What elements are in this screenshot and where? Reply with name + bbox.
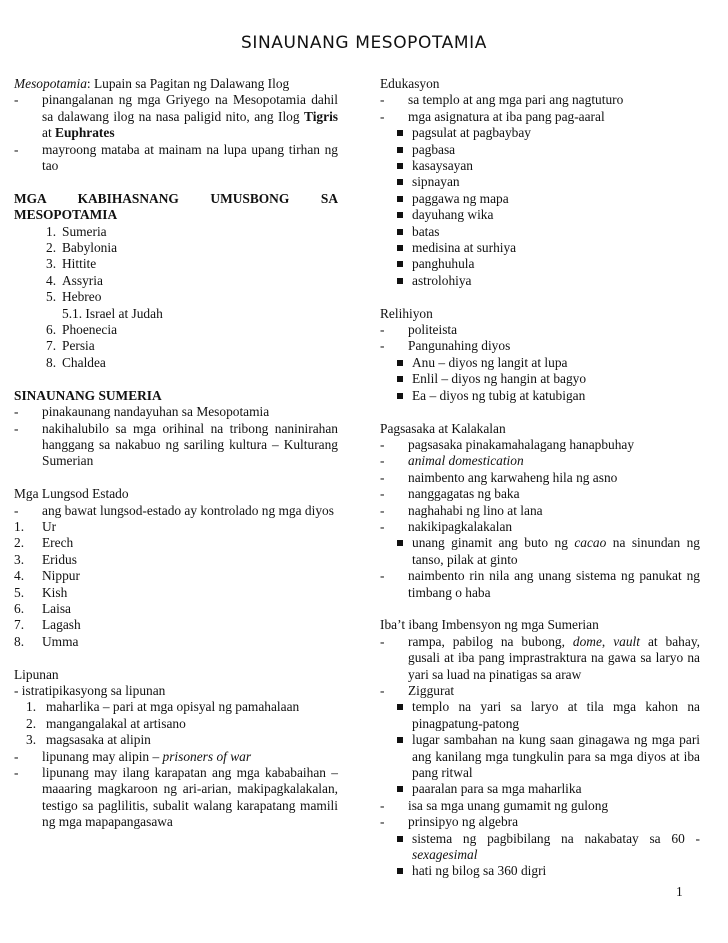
mesopotamia-meaning: : Lupain sa Pagitan ng Dalawang Ilog bbox=[86, 76, 290, 91]
connector-text: at bbox=[42, 125, 56, 141]
list-item: - sa templo at ang mga pari ang nagtuturo bbox=[380, 92, 700, 108]
list-subitem: hati ng bilog sa 360 digri bbox=[380, 863, 700, 879]
bullet-italic: cacao bbox=[574, 535, 607, 551]
item-text: Eridus bbox=[42, 551, 77, 567]
bullet-text: rampa, pabilog na bubong, bbox=[408, 633, 573, 649]
mesopotamia-definition bbox=[14, 76, 338, 92]
bullet-italic: dome bbox=[572, 633, 602, 649]
list-item: - mga asignatura at iba pang pag-aaral bbox=[380, 109, 700, 125]
bullet-italic: prisoners of war bbox=[162, 748, 252, 764]
section-heading-sumeria: SINAUNANG SUMERIA bbox=[14, 387, 162, 403]
diyos-list bbox=[380, 355, 700, 404]
square-bullet-item: panghuhula bbox=[380, 256, 700, 272]
kabihasnan-list-cont bbox=[14, 322, 338, 371]
list-item: - politeista bbox=[380, 322, 700, 338]
list-item bbox=[14, 256, 338, 272]
bullet-italic: sexagesimal bbox=[412, 847, 478, 863]
list-item: - nakikipagkalakalan bbox=[380, 519, 700, 535]
item-text: Persia bbox=[62, 338, 95, 354]
bullet-text: pinangalanan ng mga Griyego na Mesopotamia dahil sa dalawang ilog na nasa paligid nito, ang Ilog bbox=[42, 92, 338, 124]
square-bullet-item: medisina at surhiya bbox=[380, 240, 700, 256]
item-number: 5. bbox=[46, 289, 57, 305]
item-text: Assyria bbox=[62, 272, 103, 288]
list-item: - animal domestication bbox=[380, 453, 700, 469]
list-item bbox=[14, 355, 338, 371]
list-item bbox=[14, 716, 338, 732]
item-text: Ur bbox=[42, 518, 57, 534]
list-item: - ang bawat lungsod-estado ay kontrolado ng mga diyos bbox=[14, 503, 338, 519]
item-number: 7. bbox=[46, 338, 57, 354]
item-text: Umma bbox=[42, 633, 79, 649]
item-number: 3. bbox=[26, 732, 37, 748]
section-heading-edukasyon: Edukasyon bbox=[380, 76, 440, 91]
item-text: Erech bbox=[42, 535, 74, 551]
item-text: Chaldea bbox=[62, 354, 106, 370]
item-number: 1. bbox=[26, 699, 37, 715]
list-item bbox=[14, 552, 338, 568]
list-item: - lipunang may ilang karapatan ang mga kababaihan – maaaring magkaroon ng ari-arian, makipagkalakalan, testigo sa paglilitis, subalit walang karapatang mamili ng mga mapapangasawa bbox=[14, 765, 338, 831]
list-subitem: lugar sambahan na kung saan ginagawa ng mga pari ang kanilang mga tungkulin para sa mga diyos at iba pang ritwal bbox=[380, 732, 700, 781]
bullet-text: na sinundan ng tanso, pilak at ginto bbox=[412, 535, 700, 567]
square-bullet-item: paggawa ng mapa bbox=[380, 191, 700, 207]
item-number: 1. bbox=[46, 223, 57, 239]
item-number: 6. bbox=[14, 600, 25, 616]
bullet-text: , bbox=[601, 633, 614, 649]
item-text: Babylonia bbox=[62, 240, 118, 256]
section-heading-imbensyon: Iba’t ibang Imbensyon ng mga Sumerian bbox=[380, 617, 599, 633]
list-item: - isa sa mga unang gumamit ng gulong bbox=[380, 798, 700, 814]
list-item bbox=[14, 322, 338, 338]
list-item: - mayroong mataba at mainam na lupa upang tirhan ng tao bbox=[14, 142, 338, 175]
list-item bbox=[14, 224, 338, 240]
item-number: 3. bbox=[46, 256, 57, 272]
list-item: - pinakaunang nandayuhan sa Mesopotamia bbox=[14, 404, 338, 420]
item-number: 8. bbox=[14, 633, 25, 649]
list-item bbox=[14, 240, 338, 256]
square-bullet-item: pagsulat at pagbaybay bbox=[380, 125, 700, 141]
square-bullet-item: Anu – diyos ng langit at lupa bbox=[380, 355, 700, 371]
bullet-text: unang ginamit ang buto ng bbox=[412, 535, 575, 551]
item-text: Lagash bbox=[42, 617, 81, 633]
list-item bbox=[380, 634, 700, 683]
section-heading-relihiyon: Relihiyon bbox=[380, 305, 433, 321]
list-item bbox=[14, 749, 338, 765]
section-heading-lungsod: Mga Lungsod Estado bbox=[14, 486, 129, 502]
item-number: 7. bbox=[14, 617, 25, 633]
section-heading-pagsasaka: Pagsasaka at Kalakalan bbox=[380, 420, 506, 436]
bullet-text: at bahay, gusali at iba pang imprastraktura na gawa sa laryo na yari sa luad na pinatigas sa araw bbox=[408, 633, 700, 682]
list-item: - naimbento rin nila ang unang sistema ng panukat ng timbang o haba bbox=[380, 568, 700, 601]
item-number: 4. bbox=[14, 568, 25, 584]
square-bullet-item: dayuhang wika bbox=[380, 207, 700, 223]
item-text: maharlika – pari at mga opisyal ng pamahalaan bbox=[46, 699, 300, 715]
lungsod-list bbox=[14, 519, 338, 650]
item-number: 8. bbox=[46, 354, 57, 370]
list-subitem: paaralan para sa mga maharlika bbox=[380, 781, 700, 797]
list-item: - prinsipyo ng algebra bbox=[380, 814, 700, 830]
section-heading-kabihasnan: MGA KABIHASNANG UMUSBONG SA bbox=[14, 190, 338, 206]
lipunan-list bbox=[14, 699, 338, 748]
square-bullet-item: Enlil – diyos ng hangin at bagyo bbox=[380, 371, 700, 387]
square-bullet-item: Ea – diyos ng tubig at katubigan bbox=[380, 388, 700, 404]
item-text: Sumeria bbox=[62, 223, 107, 239]
section-heading-lipunan: Lipunan bbox=[14, 666, 59, 682]
item-number: 5. bbox=[14, 584, 25, 600]
square-bullet-item: pagbasa bbox=[380, 142, 700, 158]
list-subitem bbox=[380, 831, 700, 864]
page-title: SINAUNANG MESOPOTAMIA bbox=[240, 33, 488, 53]
list-item bbox=[14, 92, 338, 141]
edukasyon-list bbox=[380, 125, 700, 289]
kabihasnan-list bbox=[14, 224, 338, 306]
list-item bbox=[14, 732, 338, 748]
item-text: mangangalakal at artisano bbox=[46, 715, 186, 731]
item-text: Laisa bbox=[42, 600, 71, 616]
square-bullet-item: sipnayan bbox=[380, 174, 700, 190]
item-number: 4. bbox=[46, 272, 57, 288]
square-bullet-item: astrolohiya bbox=[380, 273, 700, 289]
item-text: Hittite bbox=[62, 256, 97, 272]
list-item: - naghahabi ng lino at lana bbox=[380, 503, 700, 519]
bullet-text: lipunang may alipin – bbox=[42, 748, 163, 764]
list-item: - Pangunahing diyos bbox=[380, 338, 700, 354]
item-text: magsasaka at alipin bbox=[46, 732, 151, 748]
list-subitem: templo na yari sa laryo at tila mga kahon na pinagpatung-patong bbox=[380, 699, 700, 732]
list-item bbox=[14, 617, 338, 633]
list-item bbox=[14, 585, 338, 601]
list-item bbox=[14, 601, 338, 617]
item-text: Kish bbox=[42, 584, 68, 600]
tigris-label: Tigris bbox=[304, 108, 338, 124]
list-item bbox=[14, 519, 338, 535]
list-item: - nakihalubilo sa mga orihinal na tribong naninirahan hanggang sa nakabuo ng sariling kultura – Kulturang Sumerian bbox=[14, 421, 338, 470]
left-column bbox=[14, 76, 338, 831]
item-number: 6. bbox=[46, 322, 57, 338]
item-text: Phoenecia bbox=[62, 322, 118, 338]
list-item bbox=[14, 535, 338, 551]
list-item bbox=[14, 273, 338, 289]
list-item bbox=[14, 338, 338, 354]
list-item: - naimbento ang karwaheng hila ng asno bbox=[380, 470, 700, 486]
section-heading-kabihasnan-cont: MESOPOTAMIA bbox=[14, 207, 118, 223]
square-bullet-item: kasaysayan bbox=[380, 158, 700, 174]
item-number: 2. bbox=[26, 715, 37, 731]
list-item bbox=[14, 568, 338, 584]
item-number: 2. bbox=[14, 535, 25, 551]
list-subitem: 5.1. Israel at Judah bbox=[62, 305, 163, 321]
item-number: 2. bbox=[46, 240, 57, 256]
item-text: Hebreo bbox=[62, 289, 102, 305]
list-item bbox=[14, 289, 338, 305]
right-column bbox=[380, 76, 700, 880]
list-subitem bbox=[380, 535, 700, 568]
euphrates-label: Euphrates bbox=[55, 125, 115, 141]
item-number: 1. bbox=[14, 518, 25, 534]
list-item: - nanggagatas ng baka bbox=[380, 486, 700, 502]
list-item: - Ziggurat bbox=[380, 683, 700, 699]
item-number: 3. bbox=[14, 551, 25, 567]
bullet-text: sistema ng pagbibilang na nakabatay sa 60 - bbox=[412, 830, 700, 846]
list-item bbox=[14, 634, 338, 650]
page-number: 1 bbox=[676, 884, 683, 899]
bullet-italic: vault bbox=[613, 633, 640, 649]
item-text: Nippur bbox=[42, 568, 80, 584]
square-bullet-item: batas bbox=[380, 224, 700, 240]
list-item: - istratipikasyong sa lipunan bbox=[14, 682, 166, 698]
list-item bbox=[14, 699, 338, 715]
mesopotamia-term: Mesopotamia bbox=[14, 76, 87, 91]
list-item: - pagsasaka pinakamahalagang hanapbuhay bbox=[380, 437, 700, 453]
